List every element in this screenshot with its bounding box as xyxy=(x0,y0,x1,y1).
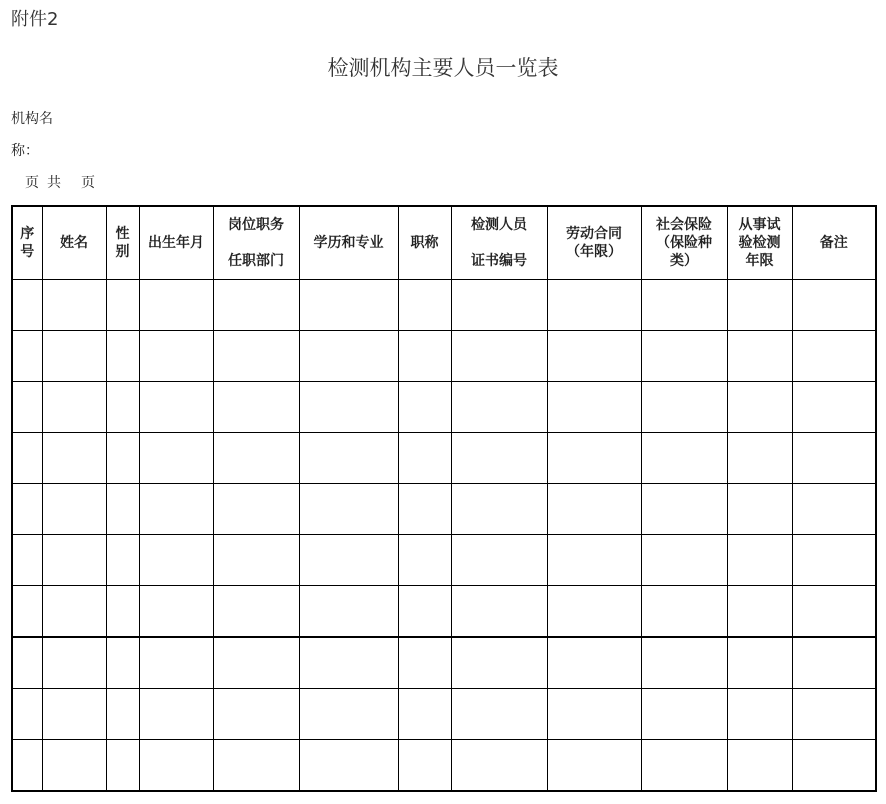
table-cell[interactable] xyxy=(42,382,106,433)
table-cell[interactable] xyxy=(727,740,792,792)
table-cell[interactable] xyxy=(42,433,106,484)
table-cell[interactable] xyxy=(727,382,792,433)
table-cell[interactable] xyxy=(12,382,42,433)
table-cell[interactable] xyxy=(213,586,299,638)
table-cell[interactable] xyxy=(139,535,213,586)
table-cell[interactable] xyxy=(727,280,792,331)
table-cell[interactable] xyxy=(641,689,727,740)
table-cell[interactable] xyxy=(641,484,727,535)
table-cell[interactable] xyxy=(12,586,42,638)
table-cell[interactable] xyxy=(727,637,792,689)
table-cell[interactable] xyxy=(139,637,213,689)
table-cell[interactable] xyxy=(213,637,299,689)
table-cell[interactable] xyxy=(42,740,106,792)
table-cell[interactable] xyxy=(547,637,641,689)
table-cell[interactable] xyxy=(641,382,727,433)
table-cell[interactable] xyxy=(42,689,106,740)
table-cell[interactable] xyxy=(139,740,213,792)
table-cell[interactable] xyxy=(398,433,451,484)
table-cell[interactable] xyxy=(12,280,42,331)
table-cell[interactable] xyxy=(641,740,727,792)
col-header-name: 姓名 xyxy=(42,206,106,280)
attachment-label: 附件2 xyxy=(11,9,59,30)
table-cell[interactable] xyxy=(299,280,398,331)
table-cell[interactable] xyxy=(213,433,299,484)
table-cell[interactable] xyxy=(42,535,106,586)
table-cell[interactable] xyxy=(398,535,451,586)
table-cell[interactable] xyxy=(106,382,139,433)
table-cell[interactable] xyxy=(398,586,451,638)
table-cell[interactable] xyxy=(792,280,876,331)
table-cell[interactable] xyxy=(299,331,398,382)
table-cell[interactable] xyxy=(12,433,42,484)
table-cell[interactable] xyxy=(213,382,299,433)
staff-table xyxy=(11,205,877,792)
table-cell[interactable] xyxy=(398,740,451,792)
table-cell[interactable] xyxy=(12,484,42,535)
col-header-certificate: 检测人员 证书编号 xyxy=(451,206,547,280)
table-cell[interactable] xyxy=(12,331,42,382)
table-cell[interactable] xyxy=(213,484,299,535)
table-cell[interactable] xyxy=(792,484,876,535)
table-cell[interactable] xyxy=(139,280,213,331)
table-cell[interactable] xyxy=(792,586,876,638)
table-row xyxy=(12,637,876,689)
table-cell[interactable] xyxy=(398,689,451,740)
table-cell[interactable] xyxy=(299,689,398,740)
table-cell[interactable] xyxy=(792,637,876,689)
table-cell[interactable] xyxy=(451,433,547,484)
table-cell[interactable] xyxy=(398,637,451,689)
table-cell[interactable] xyxy=(641,331,727,382)
table-cell[interactable] xyxy=(12,740,42,792)
table-row xyxy=(12,433,876,484)
table-cell[interactable] xyxy=(106,331,139,382)
table-cell[interactable] xyxy=(106,586,139,638)
table-cell[interactable] xyxy=(106,280,139,331)
table-row xyxy=(12,740,876,792)
page-label: 页 xyxy=(25,175,39,191)
table-cell[interactable] xyxy=(398,484,451,535)
table-cell[interactable] xyxy=(398,382,451,433)
org-name-label-continued: 称： xyxy=(11,143,39,159)
table-cell[interactable] xyxy=(299,637,398,689)
table-cell[interactable] xyxy=(139,331,213,382)
table-cell[interactable] xyxy=(398,331,451,382)
table-cell[interactable] xyxy=(139,484,213,535)
table-cell[interactable] xyxy=(547,740,641,792)
table-cell[interactable] xyxy=(12,535,42,586)
table-cell[interactable] xyxy=(641,586,727,638)
table-cell[interactable] xyxy=(641,637,727,689)
col-header-title: 职称 xyxy=(398,206,451,280)
table-cell[interactable] xyxy=(213,535,299,586)
page-label-2: 页 xyxy=(81,175,95,191)
table-row xyxy=(12,586,876,638)
total-label: 共 xyxy=(47,175,61,191)
table-cell[interactable] xyxy=(12,689,42,740)
table-cell[interactable] xyxy=(451,637,547,689)
table-cell[interactable] xyxy=(547,280,641,331)
table-cell[interactable] xyxy=(547,331,641,382)
table-cell[interactable] xyxy=(213,740,299,792)
table-cell[interactable] xyxy=(451,740,547,792)
col-header-index: 序 号 xyxy=(12,206,42,280)
table-cell[interactable] xyxy=(106,433,139,484)
table-cell[interactable] xyxy=(547,433,641,484)
table-cell[interactable] xyxy=(106,740,139,792)
table-cell[interactable] xyxy=(792,535,876,586)
table-row xyxy=(12,484,876,535)
col-header-birth: 出生年月 xyxy=(139,206,213,280)
header-row xyxy=(12,206,876,280)
col-header-education: 学历和专业 xyxy=(299,206,398,280)
table-cell[interactable] xyxy=(727,689,792,740)
page-count-line xyxy=(25,172,95,192)
table-cell[interactable] xyxy=(42,280,106,331)
table-cell[interactable] xyxy=(547,586,641,638)
table-cell[interactable] xyxy=(139,433,213,484)
table-row xyxy=(12,535,876,586)
table-cell[interactable] xyxy=(727,331,792,382)
table-cell[interactable] xyxy=(547,382,641,433)
col-header-position: 岗位职务 任职部门 xyxy=(213,206,299,280)
table-cell[interactable] xyxy=(398,280,451,331)
col-header-gender: 性 别 xyxy=(106,206,139,280)
table-row xyxy=(12,280,876,331)
table-cell[interactable] xyxy=(139,586,213,638)
table-cell[interactable] xyxy=(727,484,792,535)
table-row xyxy=(12,331,876,382)
table-body xyxy=(12,280,876,792)
table-cell[interactable] xyxy=(299,433,398,484)
table-cell[interactable] xyxy=(451,689,547,740)
table-cell[interactable] xyxy=(299,535,398,586)
table-cell[interactable] xyxy=(42,637,106,689)
table-cell[interactable] xyxy=(12,637,42,689)
table-cell[interactable] xyxy=(299,484,398,535)
table-cell[interactable] xyxy=(139,689,213,740)
table-cell[interactable] xyxy=(547,689,641,740)
table-cell[interactable] xyxy=(106,484,139,535)
table-cell[interactable] xyxy=(299,586,398,638)
col-header-remarks: 备注 xyxy=(792,206,876,280)
table-row xyxy=(12,689,876,740)
table-cell[interactable] xyxy=(792,740,876,792)
table-cell[interactable] xyxy=(727,433,792,484)
table-row xyxy=(12,382,876,433)
table-cell[interactable] xyxy=(547,535,641,586)
table-cell[interactable] xyxy=(299,740,398,792)
col-header-insurance: 社会保险 （保险种 类） xyxy=(641,206,727,280)
table-cell[interactable] xyxy=(106,637,139,689)
table-cell[interactable] xyxy=(792,331,876,382)
table-cell[interactable] xyxy=(641,433,727,484)
table-cell[interactable] xyxy=(641,535,727,586)
table-cell[interactable] xyxy=(547,484,641,535)
table-cell[interactable] xyxy=(106,535,139,586)
table-cell[interactable] xyxy=(139,382,213,433)
table-cell[interactable] xyxy=(451,382,547,433)
table-cell[interactable] xyxy=(792,433,876,484)
table-cell[interactable] xyxy=(451,484,547,535)
table-cell[interactable] xyxy=(451,586,547,638)
table-cell[interactable] xyxy=(213,280,299,331)
table-cell[interactable] xyxy=(42,484,106,535)
table-cell[interactable] xyxy=(106,689,139,740)
table-cell[interactable] xyxy=(727,535,792,586)
table-cell[interactable] xyxy=(727,586,792,638)
table-cell[interactable] xyxy=(641,280,727,331)
table-cell[interactable] xyxy=(42,586,106,638)
table-cell[interactable] xyxy=(42,331,106,382)
table-cell[interactable] xyxy=(792,382,876,433)
table-cell[interactable] xyxy=(792,689,876,740)
document-title: 检测机构主要人员一览表 xyxy=(327,56,559,80)
org-name-label: 机构名 xyxy=(11,111,53,127)
col-header-experience: 从事试 验检测 年限 xyxy=(727,206,792,280)
table-cell[interactable] xyxy=(451,280,547,331)
table-cell[interactable] xyxy=(451,535,547,586)
table-cell[interactable] xyxy=(451,331,547,382)
table-cell[interactable] xyxy=(213,331,299,382)
col-header-contract: 劳动合同 （年限） xyxy=(547,206,641,280)
table-cell[interactable] xyxy=(213,689,299,740)
table-cell[interactable] xyxy=(299,382,398,433)
